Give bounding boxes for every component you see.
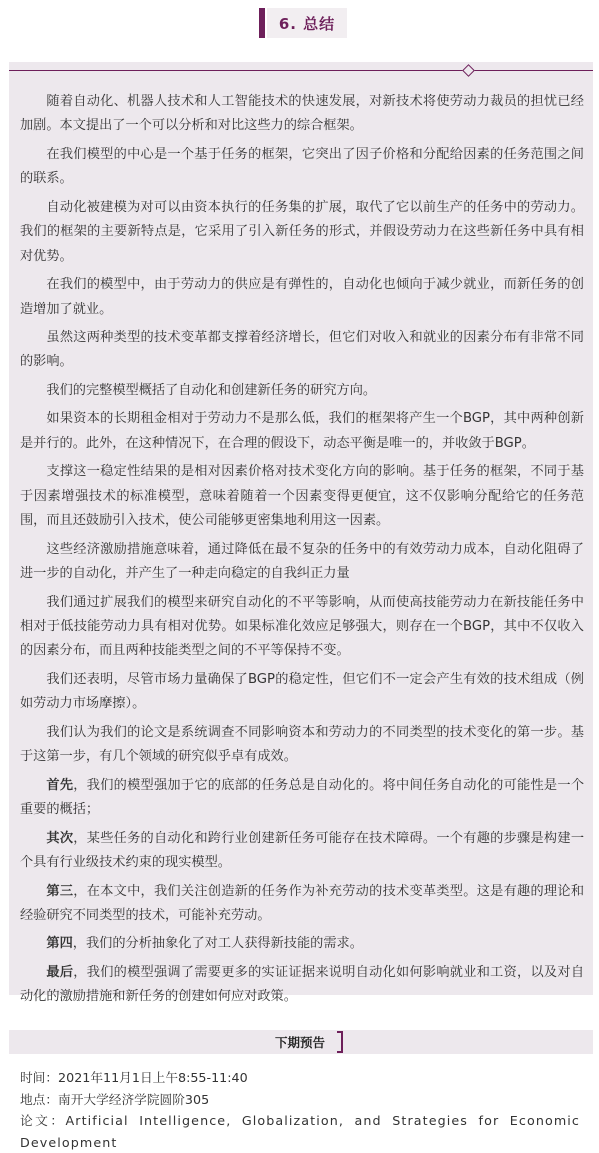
summary-paragraph — [20, 379, 584, 403]
section-header — [259, 8, 349, 38]
right-bracket-icon — [337, 1031, 343, 1053]
summary-paragraph — [20, 196, 584, 269]
divider-line — [9, 70, 593, 71]
paragraph-lead: 其次 — [46, 830, 74, 846]
paragraph-text: 在我们模型的中心是一个基于任务的框架，它突出了因子价格和分配给因素的任务范围之间的联系。 — [20, 146, 584, 187]
summary-paragraph — [20, 721, 584, 770]
summary-paragraph — [20, 827, 584, 876]
preview-title: 下期预告 — [257, 1031, 343, 1053]
paragraph-lead: 最后 — [46, 964, 74, 980]
summary-paragraph — [20, 880, 584, 929]
paragraph-text: 自动化被建模为对可以由资本执行的任务集的扩展，取代了它以前生产的任务中的劳动力。我们的框架的主要新特点是，它采用了引入新任务的形式，并假设劳动力在这些新任务中具有相对优势。 — [20, 199, 584, 264]
preview-info — [20, 1067, 580, 1153]
summary-paragraph — [20, 273, 584, 322]
paragraph-text: 虽然这两种类型的技术变革都支撑着经济增长，但它们对收入和就业的因素分布有非常不同的影响。 — [20, 330, 584, 370]
summary-paragraph — [20, 90, 584, 139]
paragraph-text: ，某些任务的自动化和跨行业创建新任务可能存在技术障碍。一个有趣的步骤是构建一个具有行业级技术约束的现实模型。 — [20, 830, 585, 870]
paragraph-text: 我们还表明，尽管市场力量确保了BGP的稳定性，但它们不一定会产生有效的技术组成（例如劳动力市场摩擦）。 — [20, 671, 584, 712]
paragraph-text: ，我们的分析抽象化了对工人获得新技能的需求。 — [72, 936, 363, 952]
summary-paragraph — [20, 591, 584, 664]
paragraph-text: 我们通过扩展我们的模型来研究自动化的不平等影响，从而使高技能劳动力在新技能任务中相对于低技能劳动力具有相对优势。如果标准化效应足够强大，则存在一个BGP，其中不仅收入的因素分布，而且两种技能类型之间的不平等保持不变。 — [20, 594, 584, 659]
paragraph-text: ，我们的模型强调了需要更多的实证证据来说明自动化如何影响就业和工资，以及对自动化的激励措施和新任务的创建如何应对政策。 — [20, 964, 585, 1005]
paragraph-text: 在我们的模型中，由于劳动力的供应是有弹性的，自动化也倾向于减少就业，而新任务的创造增加了就业。 — [20, 277, 584, 317]
paragraph-text: 我们认为我们的论文是系统调查不同影响资本和劳动力的不同类型的技术变化的第一步。基于这第一步，有几个领域的研究似乎卓有成效。 — [20, 724, 584, 765]
section-accent-bar — [259, 8, 265, 38]
paragraph-text: 支撑这一稳定性结果的是相对因素价格对技术变化方向的影响。基于任务的框架，不同于基于因素增强技术的标准模型，意味着随着一个因素变得更便宜，这不仅影响分配给它的任务范围，而且还鼓励引入技术，使公司能够更密集地利用这一因素。 — [20, 464, 584, 529]
summary-paragraph — [20, 932, 584, 956]
summary-paragraph — [20, 460, 584, 533]
paragraph-text: 这些经济激励措施意味着，通过降低在最不复杂的任务中的有效劳动力成本，自动化阻碍了进一步的自动化，并产生了一种走向稳定的自我纠正力量 — [20, 541, 584, 582]
summary-panel — [9, 62, 593, 1005]
preview-paper: 论文：Artificial Intelligence, Globalization, and Strategies for Economic Development — [20, 1113, 580, 1150]
paragraph-text: 随着自动化、机器人技术和人工智能技术的快速发展，对新技术将使劳动力裁员的担忧已经加剧。本文提出了一个可以分析和对比这些力的综合框架。 — [20, 94, 584, 134]
paragraph-lead: 第四 — [46, 936, 73, 952]
preview-location: 地点：南开大学经济学院圆阶305 — [20, 1091, 210, 1107]
summary-paragraph — [20, 143, 584, 192]
paragraph-text: 如果资本的长期租金相对于劳动力不是那么低，我们的框架将产生一个BGP，其中两种创新是并行的。此外，在这种情况下，在合理的假设下，动态平衡是唯一的，并收敛于BGP。 — [20, 411, 584, 451]
paragraph-text: ，在本文中，我们关注创造新的任务作为补充劳动的技术变革类型。这是有趣的理论和经验研究不同类型的技术，可能补充劳动。 — [20, 883, 585, 923]
summary-paragraph — [20, 774, 584, 823]
summary-paragraph — [20, 538, 584, 587]
summary-paragraph — [20, 326, 584, 375]
paragraph-text: 我们的完整模型概括了自动化和创建新任务的研究方向。 — [46, 382, 377, 398]
paragraph-text: ，我们的模型强加于它的底部的任务总是自动化的。将中间任务自动化的可能性是一个重要的概括； — [20, 777, 585, 818]
preview-time: 时间：2021年11月1日上午8:55-11:40 — [20, 1070, 248, 1085]
summary-paragraph — [20, 407, 584, 456]
paragraph-lead: 首先 — [46, 777, 74, 793]
paragraph-lead: 第三 — [46, 883, 74, 899]
section-title: 6. 总结 — [267, 8, 347, 38]
summary-paragraph — [20, 961, 584, 1010]
summary-paragraphs — [20, 90, 584, 1014]
summary-paragraph — [20, 668, 584, 717]
diamond-ornament-icon — [462, 64, 475, 77]
